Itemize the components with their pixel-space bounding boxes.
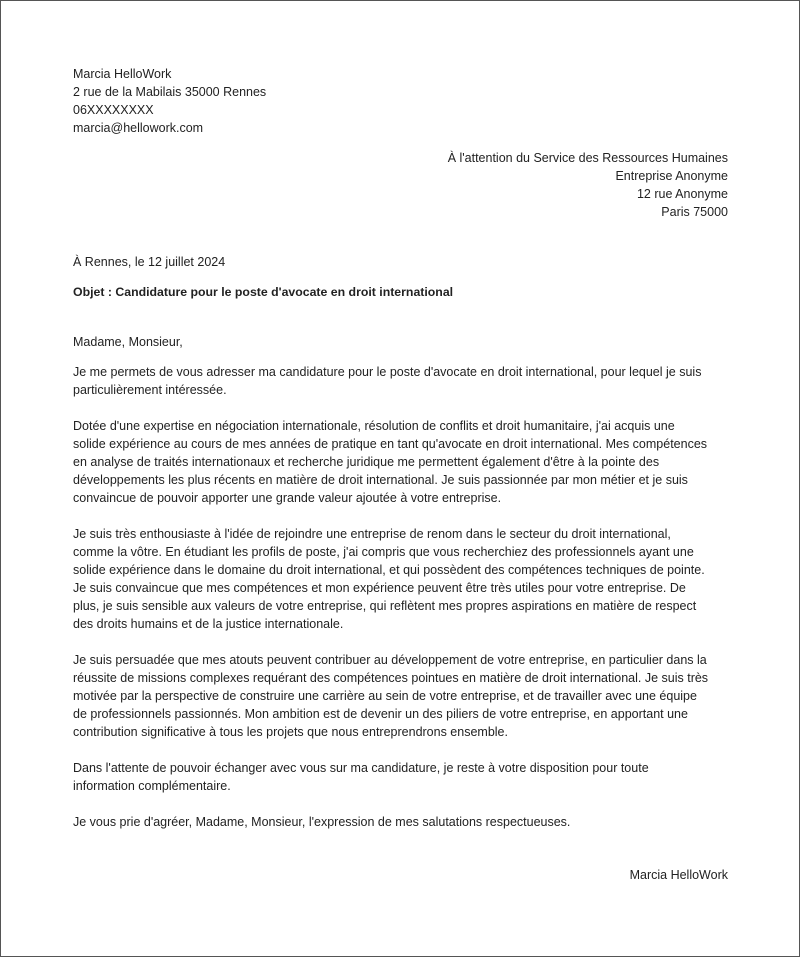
- letter-body: [73, 65, 728, 884]
- sender-address: 2 rue de la Mabilais 35000 Rennes: [73, 85, 267, 99]
- paragraph-closing: [73, 813, 728, 831]
- paragraph-intro: [73, 363, 728, 399]
- sender-block: [73, 65, 728, 137]
- sender-name: Marcia HelloWork: [73, 67, 172, 81]
- recipient-block: [73, 149, 728, 221]
- paragraph-line: information complémentaire.: [73, 779, 231, 793]
- paragraph-line: développements les plus récents en matière de droit international. Je suis passionnée par mon métier et je suis: [73, 473, 688, 487]
- paragraph-line: convaincue de pouvoir apporter une grande valeur ajoutée à votre entreprise.: [73, 491, 502, 505]
- paragraph-line: plus, je suis sensible aux valeurs de votre entreprise, qui reflètent mes propres aspirations en matière de respect: [73, 599, 697, 613]
- recipient-attention: À l'attention du Service des Ressources Humaines: [447, 151, 728, 165]
- paragraph-line: des droits humains et de la justice internationale.: [73, 617, 344, 631]
- paragraph-line: de professionnels passionnés. Mon ambition est de devenir un des piliers de votre entreprise, en apportant une: [73, 707, 688, 721]
- paragraph-line: Je suis persuadée que mes atouts peuvent contribuer au développement de votre entreprise, en particulier dans la: [73, 653, 707, 667]
- paragraph-line: réussite de missions complexes requérant des compétences pointues en matière de droit international. Je suis très: [73, 671, 709, 685]
- paragraph-line: en analyse de traités internationaux et recherche juridique me permettent également d'être à la pointe des: [73, 455, 660, 469]
- paragraph-line: Je suis convaincue que mes compétences et mon expérience peuvent être très utiles pour votre entreprise. De: [73, 581, 686, 595]
- paragraph-line: Je vous prie d'agréer, Madame, Monsieur, l'expression de mes salutations respectueuses.: [73, 815, 571, 829]
- paragraph-line: Je suis très enthousiaste à l'idée de rejoindre une entreprise de renom dans le secteur du droit international,: [73, 527, 671, 541]
- recipient-street: 12 rue Anonyme: [636, 187, 728, 201]
- date-line: À Rennes, le 12 juillet 2024: [73, 255, 226, 269]
- paragraph-expertise: [73, 417, 728, 507]
- paragraph-line: Dotée d'une expertise en négociation internationale, résolution de conflits et droit humanitaire, j'ai acquis une: [73, 419, 675, 433]
- paragraph-contribution: [73, 651, 728, 741]
- paragraph-line: solide expérience au cours de mes années de pratique en tant qu'avocate en droit international. Mes compétences: [73, 437, 708, 451]
- sender-email: marcia@hellowork.com: [73, 121, 204, 135]
- sender-phone: 06XXXXXXXX: [73, 103, 154, 117]
- recipient-company: Entreprise Anonyme: [615, 169, 728, 183]
- signature: Marcia HelloWork: [629, 868, 728, 882]
- paragraph-line: Dans l'attente de pouvoir échanger avec vous sur ma candidature, je reste à votre disposition pour toute: [73, 761, 649, 775]
- paragraph-line: solide expérience dans le domaine du droit international, et qui possèdent des compétences techniques de pointe.: [73, 563, 705, 577]
- paragraph-line: Je me permets de vous adresser ma candidature pour le poste d'avocate en droit international, pour lequel je suis: [73, 365, 702, 379]
- paragraph-line: particulièrement intéressée.: [73, 383, 227, 397]
- recipient-city: Paris 75000: [661, 205, 728, 219]
- salutation: Madame, Monsieur,: [73, 335, 183, 349]
- paragraph-line: motivée par la perspective de construire une carrière au sein de votre entreprise, et de travailler avec une équipe: [73, 689, 697, 703]
- subject-line: Objet : Candidature pour le poste d'avocate en droit international: [73, 285, 454, 299]
- paragraph-line: contribution significative à tous les projets que nous entreprendrons ensemble.: [73, 725, 508, 739]
- paragraph-motivation: [73, 525, 728, 633]
- paragraph-line: comme la vôtre. En étudiant les profils de poste, j'ai compris que vous recherchiez des professionnels ayant une: [73, 545, 694, 559]
- paragraph-availability: [73, 759, 728, 795]
